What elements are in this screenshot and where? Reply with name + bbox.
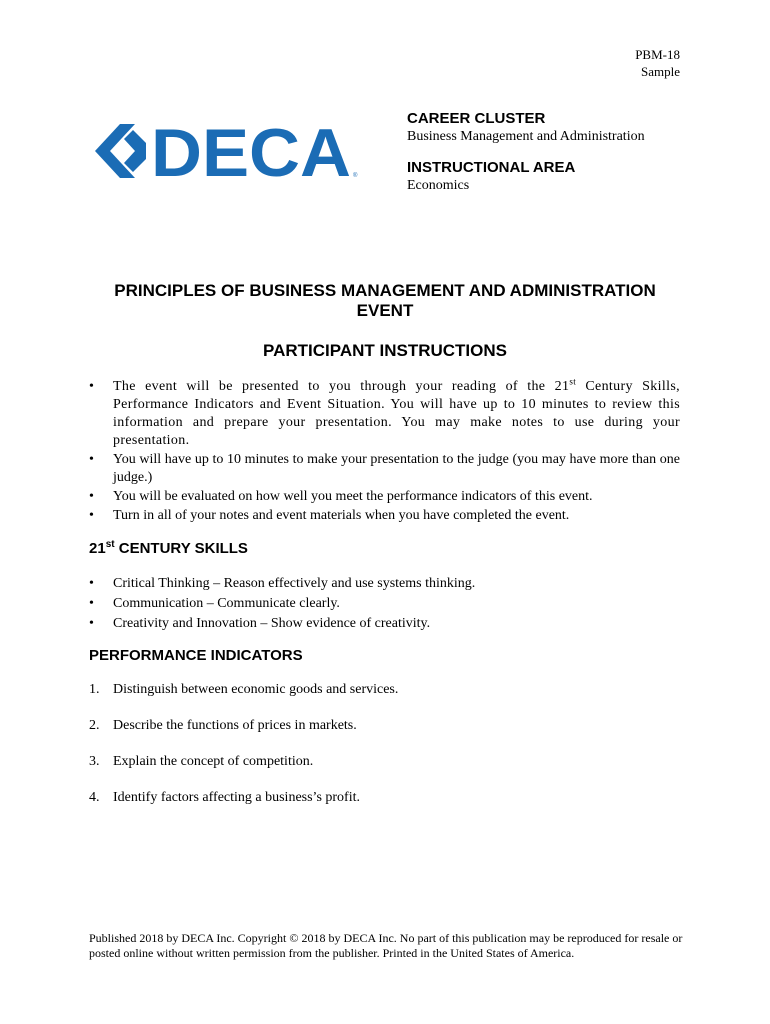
instructions-list	[89, 378, 680, 525]
instruction-text: Turn in all of your notes and event materials when you have completed the event.	[113, 508, 570, 523]
list-item	[89, 488, 680, 506]
bullet-icon: •	[89, 576, 94, 591]
copyright-footer: Published 2018 by DECA Inc. Copyright © 2018 by DECA Inc. No part of this publication may be reproduced for resale or posted online without written permission from the publisher. Printed in the United States of America.	[89, 931, 683, 960]
bullet-icon: •	[89, 596, 94, 611]
indicator-number: 1.	[89, 682, 100, 697]
document-id: PBM-18	[635, 47, 680, 62]
career-cluster-label: CAREER CLUSTER	[407, 110, 546, 127]
indicator-number: 4.	[89, 790, 100, 805]
list-item	[89, 717, 680, 753]
deca-diamond-icon	[95, 124, 146, 178]
document-code	[635, 46, 680, 80]
century-skills-text: CENTURY SKILLS	[114, 540, 248, 557]
performance-indicators-list	[89, 681, 680, 825]
participant-instructions-heading: PARTICIPANT INSTRUCTIONS	[263, 341, 507, 360]
bullet-icon: •	[89, 489, 94, 504]
list-item	[89, 451, 680, 487]
performance-indicators-heading: PERFORMANCE INDICATORS	[89, 647, 303, 664]
indicator-number: 3.	[89, 754, 100, 769]
skill-text: Creativity and Innovation – Show evidence of creativity.	[113, 616, 431, 631]
century-skills-heading	[89, 540, 248, 558]
indicator-text: Explain the concept of competition.	[113, 754, 314, 769]
deca-wordmark: DECA	[151, 120, 351, 182]
list-item	[89, 681, 680, 717]
list-item	[89, 789, 680, 825]
instructional-area-label: INSTRUCTIONAL AREA	[407, 159, 576, 176]
skill-text: Communication – Communicate clearly.	[113, 596, 340, 611]
list-item	[89, 594, 680, 614]
list-item	[89, 614, 680, 634]
instruction-text: The event will be presented to you through your reading of the 21st Century Skills, Performance Indicators and Event Situation. You will have up to 10 minutes to review this information and prepare your presentation. You may make notes to use during your presentation.	[113, 376, 680, 448]
career-cluster-value: Business Management and Administration	[407, 129, 645, 144]
event-title-line-2: EVENT	[356, 301, 414, 320]
skill-text: Critical Thinking – Reason effectively and use systems thinking.	[113, 576, 476, 591]
century-skills-suffix: st	[105, 539, 115, 550]
indicator-number: 2.	[89, 718, 100, 733]
list-item	[89, 753, 680, 789]
ordinal-suffix: st	[569, 376, 577, 387]
indicator-text: Distinguish between economic goods and services.	[113, 682, 399, 697]
event-title-line-1: PRINCIPLES OF BUSINESS MANAGEMENT AND ADMINISTRATION	[114, 281, 656, 300]
list-item	[89, 574, 680, 594]
bullet-icon: •	[89, 379, 94, 394]
instruction-text: You will be evaluated on how well you meet the performance indicators of this event.	[113, 489, 593, 504]
bullet-icon: •	[89, 508, 94, 523]
bullet-icon: •	[89, 616, 94, 631]
bullet-icon: •	[89, 452, 94, 467]
instructional-area-value: Economics	[407, 178, 470, 193]
indicator-text: Identify factors affecting a business’s profit.	[113, 790, 361, 805]
skills-list	[89, 574, 680, 634]
list-item	[89, 378, 680, 450]
deca-logo-graphic	[93, 120, 365, 182]
instruction-text: You will have up to 10 minutes to make your presentation to the judge (you may have more than one judge.)	[113, 452, 680, 485]
event-title	[60, 281, 710, 321]
century-skills-number: 21	[89, 540, 106, 557]
indicator-text: Describe the functions of prices in markets.	[113, 718, 357, 733]
trademark-mark: ®	[353, 173, 358, 179]
deca-logo	[93, 120, 365, 182]
document-type: Sample	[641, 64, 680, 79]
list-item	[89, 507, 680, 525]
event-meta	[407, 110, 707, 195]
